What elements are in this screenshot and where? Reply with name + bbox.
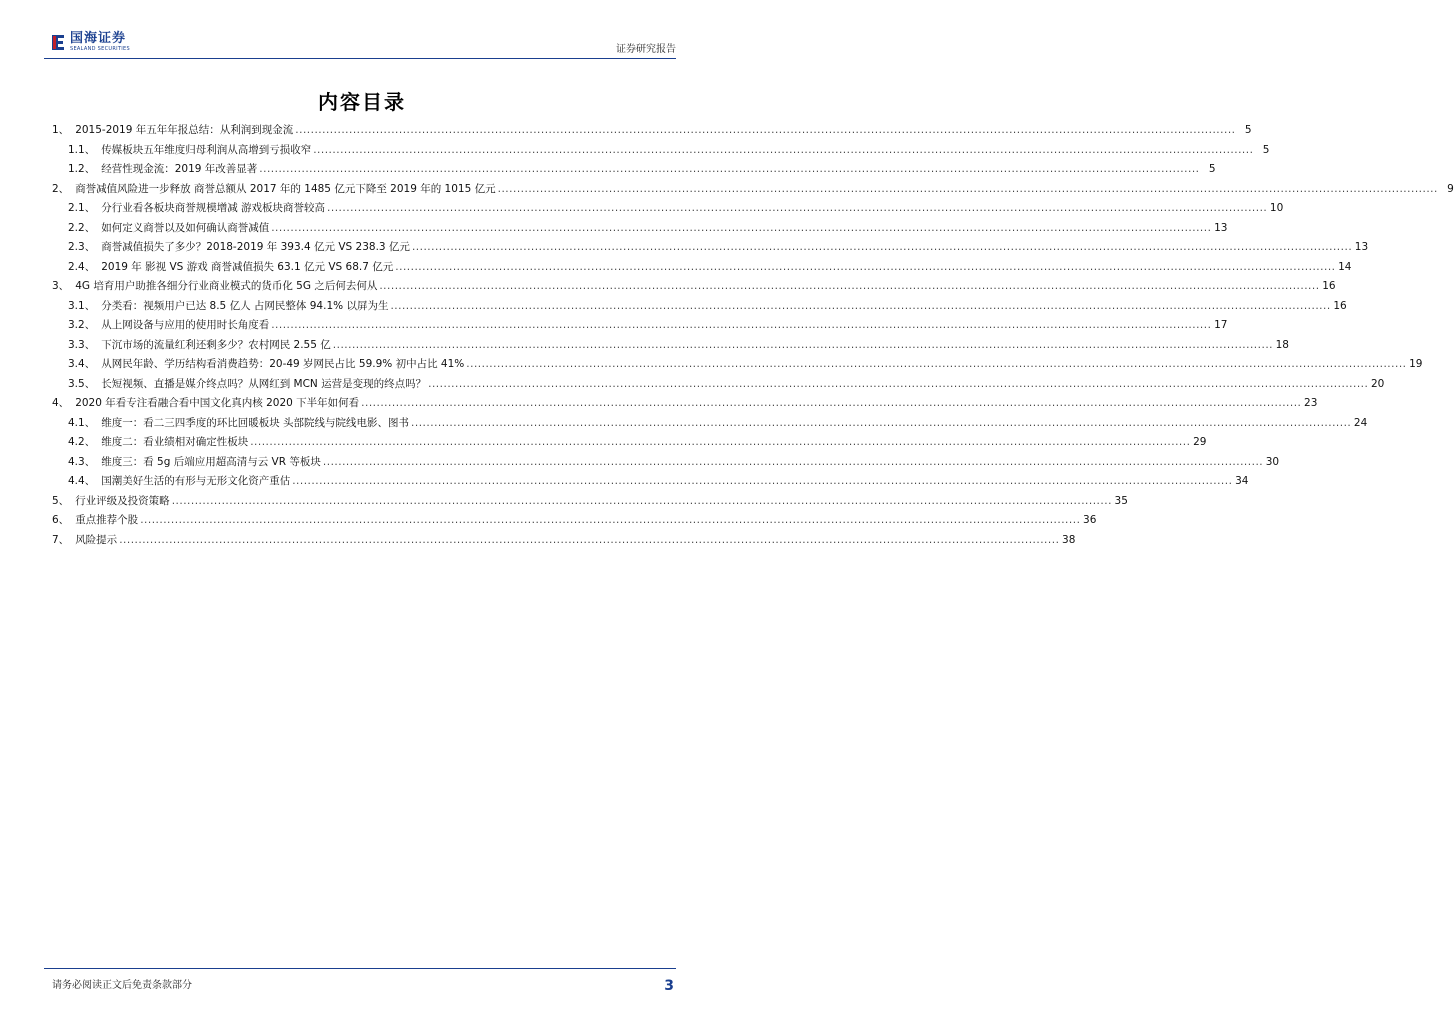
toc-dot-leader [498,183,1438,195]
toc-entry[interactable] [52,356,1423,376]
toc-entry-page: 5 [1208,163,1216,175]
toc-entry-title: 分类看：视频用户已达 8.5 亿人 占网民整体 94.1% 以屏为生 [101,299,389,312]
toc-entry-number: 3、 [52,280,70,292]
toc-entry-page: 16 [1333,299,1347,312]
toc-entry-title: 长短视频、直播是媒介终点吗？从网红到 MCN 运营是变现的终点吗？ [101,377,427,390]
toc-entry[interactable] [52,395,1318,415]
toc-entry-title: 如何定义商誉以及如何确认商誉减值 [101,221,270,234]
toc-entry-page: 20 [1370,377,1385,390]
logo-name-en: SEALAND SECURITIES [70,46,130,52]
toc-entry[interactable] [52,532,1076,552]
footer-divider [44,968,676,969]
toc-dot-leader [140,514,1080,526]
toc-entry-title: 维度三：看 5g 后端应用超高清与云 VR 等板块 [101,455,321,468]
toc-entry[interactable] [52,181,1454,201]
toc-entry[interactable] [52,298,1347,318]
toc-entry-page: 5 [1262,143,1270,156]
toc-entry-title: 维度一：看二三四季度的环比回暖板块 头部院线与院线电影、图书 [101,416,410,429]
toc-entry-title: 4G 培育用户助推各细分行业商业模式的货币化 5G 之后何去何从 [75,280,378,292]
toc-entry-number: 3.3、 [68,338,96,351]
toc-entry-number: 7、 [52,533,70,546]
toc-entry-title: 行业评级及投资策略 [75,494,170,507]
toc-dot-leader [172,495,1112,507]
toc-entry-number: 3.1、 [68,299,96,312]
toc-entry-title: 下沉市场的流量红利还剩多少？农村网民 2.55 亿 [101,338,331,351]
toc-entry-title: 国潮美好生活的有形与无形文化资产重估 [101,475,291,487]
toc-entry[interactable] [52,473,1249,493]
report-type-label: 证券研究报告 [616,44,676,55]
toc-entry-number: 2.2、 [68,221,96,234]
toc-entry-page: 5 [1244,124,1252,136]
toc-entry-number: 2.1、 [68,202,96,214]
toc-entry-page: 19 [1409,358,1423,370]
toc-entry[interactable] [52,434,1207,454]
toc-entry-number: 2、 [52,182,70,195]
toc-entry[interactable] [52,220,1228,240]
toc-entry-title: 风险提示 [75,533,118,546]
toc-entry-page: 18 [1275,338,1289,351]
toc-dot-leader [395,261,1335,273]
toc-entry-number: 2.4、 [68,260,96,273]
toc-entry-title: 维度二：看业绩相对确定性板块 [101,436,249,448]
toc-entry-page: 34 [1235,475,1249,487]
toc-title: 内容目录 [318,90,406,114]
toc-entry[interactable] [52,376,1385,396]
toc-entry-number: 3.2、 [68,319,96,331]
toc-dot-leader [271,319,1211,331]
toc-entry-number: 6、 [52,514,70,526]
toc-entry[interactable] [52,239,1369,259]
toc-entry-number: 4.4、 [68,475,96,487]
toc-dot-leader [259,163,1199,175]
toc-entry-page: 14 [1338,260,1352,273]
toc-entry-title: 重点推荐个股 [75,514,139,526]
toc-entry-page: 38 [1062,533,1076,546]
toc-entry-title: 分行业看各板块商誉规模增减 游戏板块商誉较高 [101,202,326,214]
toc-entry[interactable] [52,512,1097,532]
toc-entry-page: 36 [1083,514,1097,526]
sealand-logo-icon [50,32,66,52]
toc-entry-number: 3.4、 [68,358,96,370]
toc-entry[interactable] [52,337,1289,357]
toc-entry-page: 17 [1214,319,1228,331]
toc-entry-title: 经营性现金流：2019 年改善显著 [101,163,258,175]
toc-dot-leader [379,280,1319,292]
toc-entry[interactable] [52,259,1352,279]
toc-entry-number: 5、 [52,494,70,507]
toc-dot-leader [428,378,1368,390]
toc-entry-number: 4.2、 [68,436,96,448]
toc-dot-leader [466,358,1406,370]
toc-entry-title: 2015-2019 年五年年报总结：从利润到现金流 [75,124,294,136]
toc-dot-leader [390,300,1330,312]
toc-dot-leader [333,339,1273,351]
page-number: 3 [664,978,674,994]
toc-dot-leader [295,124,1235,136]
toc-entry[interactable] [52,278,1336,298]
toc-entry-page: 9 [1447,182,1454,195]
toc-entry-page: 10 [1269,202,1284,214]
table-of-contents [52,122,1454,551]
toc-entry[interactable] [52,493,1128,513]
toc-entry[interactable] [52,142,1270,162]
toc-entry-number: 4.3、 [68,455,96,468]
toc-entry-title: 2020 年看专注看融合看中国文化真内核 2020 下半年如何看 [75,397,360,409]
toc-entry-page: 16 [1322,280,1336,292]
toc-dot-leader [250,436,1190,448]
toc-dot-leader [119,534,1059,546]
toc-dot-leader [411,417,1351,429]
toc-entry-number: 1.2、 [68,163,96,175]
toc-entry-page: 13 [1354,241,1369,253]
toc-entry[interactable] [52,415,1368,435]
toc-entry[interactable] [52,454,1280,474]
toc-dot-leader [313,144,1253,156]
toc-entry-page: 35 [1114,494,1128,507]
toc-dot-leader [292,475,1232,487]
toc-entry[interactable] [52,200,1284,220]
toc-entry-title: 2019 年 影视 VS 游戏 商誉减值损失 63.1 亿元 VS 68.7 亿元 [101,260,394,273]
toc-dot-leader [412,241,1352,253]
footer-disclaimer: 请务必阅读正文后免责条款部分 [52,980,192,991]
toc-entry-number: 1.1、 [68,143,96,156]
toc-entry-page: 13 [1214,221,1228,234]
toc-entry-number: 4.1、 [68,416,96,429]
toc-entry-page: 29 [1193,436,1207,448]
logo-name-cn: 国海证券 [70,31,127,46]
toc-entry-number: 3.5、 [68,377,96,390]
toc-dot-leader [361,397,1301,409]
toc-entry[interactable] [52,122,1252,142]
toc-dot-leader [271,222,1211,234]
toc-entry[interactable] [52,161,1216,181]
company-logo [50,32,130,52]
toc-entry-number: 1、 [52,124,70,136]
toc-entry-page: 30 [1265,455,1280,468]
toc-entry-title: 传媒板块五年维度归母利润从高增到亏损收窄 [101,143,312,156]
page-header [44,30,680,58]
toc-dot-leader [323,456,1263,468]
toc-entry-title: 从网民年龄、学历结构看消费趋势：20-49 岁网民占比 59.9% 初中占比 41% [101,358,465,370]
toc-entry-number: 2.3、 [68,241,96,253]
toc-entry-title: 商誉减值损失了多少？2018-2019 年 393.4 亿元 VS 238.3 亿元 [101,241,410,253]
toc-entry-number: 4、 [52,397,70,409]
toc-entry-page: 24 [1353,416,1368,429]
header-divider [44,58,676,59]
toc-entry-title: 从上网设备与应用的使用时长角度看 [101,319,270,331]
toc-entry[interactable] [52,317,1228,337]
toc-dot-leader [327,202,1267,214]
toc-entry-page: 23 [1304,397,1318,409]
toc-entry-title: 商誉减值风险进一步释放 商誉总额从 2017 年的 1485 亿元下降至 2019 年的 1015 亿元 [75,182,496,195]
